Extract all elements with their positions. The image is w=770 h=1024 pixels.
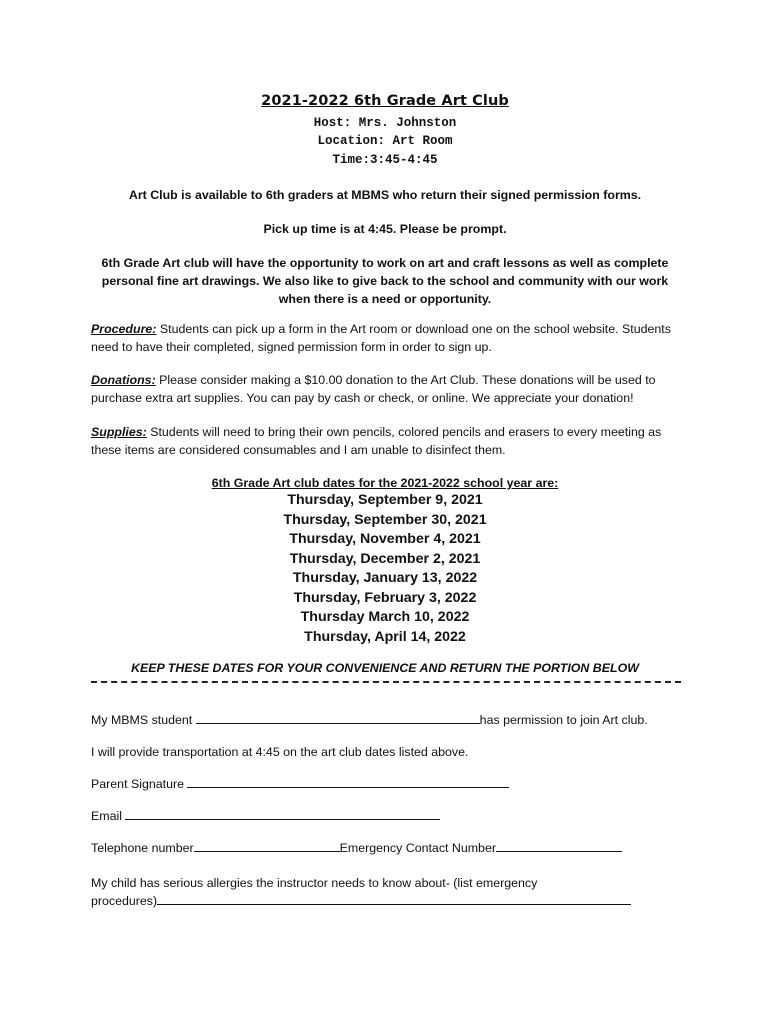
donations-text: Please consider making a $10.00 donation to the Art Club. These donations will be used to purchase extra art supplies. You can pay by cash or check, or online. We appreciate your donation!	[91, 373, 656, 405]
allergies-line-1: My child has serious allergies the instructor needs to know about- (list emergency	[91, 876, 538, 890]
parent-signature-label: Parent Signature	[91, 777, 188, 791]
email-line	[91, 807, 691, 825]
allergies-line-2	[91, 892, 691, 910]
permission-text: has permission to join Art club.	[479, 713, 648, 727]
telephone-field[interactable]	[194, 840, 340, 852]
supplies-text: Students will need to bring their own pencils, colored pencils and erasers to every meeting as these items are considered consumables and I am unable to disinfect them.	[91, 425, 662, 457]
supplies-label: Supplies:	[91, 425, 147, 439]
dates-heading: 6th Grade Art club dates for the 2021-2022 school year are:	[211, 476, 559, 490]
donations-paragraph	[91, 371, 691, 407]
student-name-field[interactable]	[196, 712, 480, 724]
email-label: Email	[91, 809, 126, 823]
club-date: Thursday, January 13, 2022	[292, 570, 478, 586]
host-line: Host: Mrs. Johnston	[313, 116, 457, 130]
telephone-label: Telephone number	[91, 841, 194, 855]
return-notice: KEEP THESE DATES FOR YOUR CONVENIENCE AND RETURN THE PORTION BELOW	[131, 661, 639, 675]
emergency-contact-label: Emergency Contact Number	[339, 841, 496, 855]
club-date: Thursday, September 30, 2021	[283, 511, 487, 528]
club-date: Thursday, September 9, 2021	[287, 492, 483, 508]
student-permission-line	[91, 711, 691, 729]
document-title: 2021-2022 6th Grade Art Club	[261, 93, 509, 109]
club-date: Thursday, April 14, 2022	[304, 628, 466, 645]
time-line: Time:3:45-4:45	[332, 153, 438, 167]
procedure-label: Procedure:	[91, 322, 157, 336]
parent-signature-field[interactable]	[187, 776, 509, 788]
student-label: My MBMS student	[91, 713, 196, 727]
allergies-label: procedures)	[91, 894, 158, 908]
club-date: Thursday, November 4, 2021	[289, 531, 481, 547]
procedure-paragraph	[91, 320, 691, 356]
telephone-line	[91, 839, 691, 857]
location-line: Location: Art Room	[317, 134, 453, 148]
availability-text: Art Club is available to 6th graders at MBMS who return their signed permission forms.	[128, 188, 642, 202]
pickup-text: Pick up time is at 4:45. Please be prompt.	[263, 222, 507, 236]
transport-statement: I will provide transportation at 4:45 on the art club dates listed above.	[91, 745, 469, 759]
supplies-paragraph	[91, 423, 691, 459]
allergies-field[interactable]	[157, 893, 631, 905]
club-date: Thursday March 10, 2022	[300, 609, 470, 625]
cut-line	[91, 681, 681, 683]
email-field[interactable]	[125, 808, 440, 820]
procedure-text: Students can pick up a form in the Art room or download one on the school website. Students need to have their completed, signed permission form in order to sign up.	[91, 322, 671, 354]
club-date: Thursday, February 3, 2022	[293, 589, 477, 606]
club-description: 6th Grade Art club will have the opportunity to work on art and craft lessons as well as complete personal fine art drawings. We also like to give back to the school and community with our work when there is a need or opportunity.	[101, 256, 669, 306]
club-dates-list	[0, 491, 770, 647]
donations-label: Donations:	[91, 373, 156, 387]
parent-signature-line	[91, 775, 691, 793]
emergency-contact-field[interactable]	[496, 840, 622, 852]
club-date: Thursday, December 2, 2021	[289, 550, 481, 567]
